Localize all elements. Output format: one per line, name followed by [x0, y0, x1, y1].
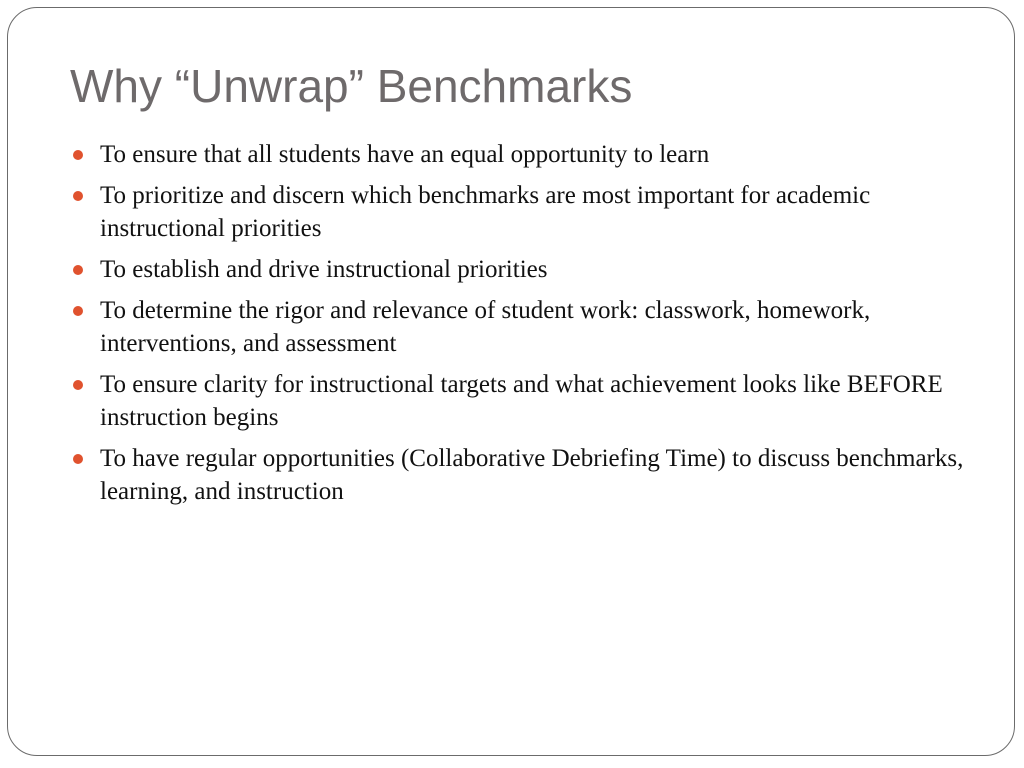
bullet-item: [70, 138, 970, 171]
bullet-text: To determine the rigor and relevance of student work: classwork, homework, interventions, and assessment: [100, 297, 871, 357]
bullet-text: To ensure clarity for instructional targets and what achievement looks like BEFORE instruction begins: [100, 371, 943, 431]
round-bullet-icon: [73, 150, 83, 160]
round-bullet-icon: [73, 306, 83, 316]
bullet-item: [70, 368, 970, 434]
bullet-text: To have regular opportunities (Collaborative Debriefing Time) to discuss benchmarks, learning, and instruction: [100, 445, 964, 505]
bullet-text: To prioritize and discern which benchmarks are most important for academic instructional priorities: [100, 182, 871, 242]
bullet-item: [70, 294, 970, 360]
bullet-item: [70, 179, 970, 245]
bullet-text: To ensure that all students have an equal opportunity to learn: [100, 141, 710, 168]
round-bullet-icon: [73, 454, 83, 464]
slide-title: Why “Unwrap” Benchmarks: [70, 60, 633, 112]
bullet-item: [70, 442, 970, 508]
round-bullet-icon: [73, 380, 83, 390]
slide-frame: [7, 7, 1015, 756]
bullet-item: [70, 253, 970, 286]
bullet-text: To establish and drive instructional priorities: [100, 256, 548, 283]
round-bullet-icon: [73, 191, 83, 201]
bullet-list: [70, 138, 970, 516]
round-bullet-icon: [73, 265, 83, 275]
